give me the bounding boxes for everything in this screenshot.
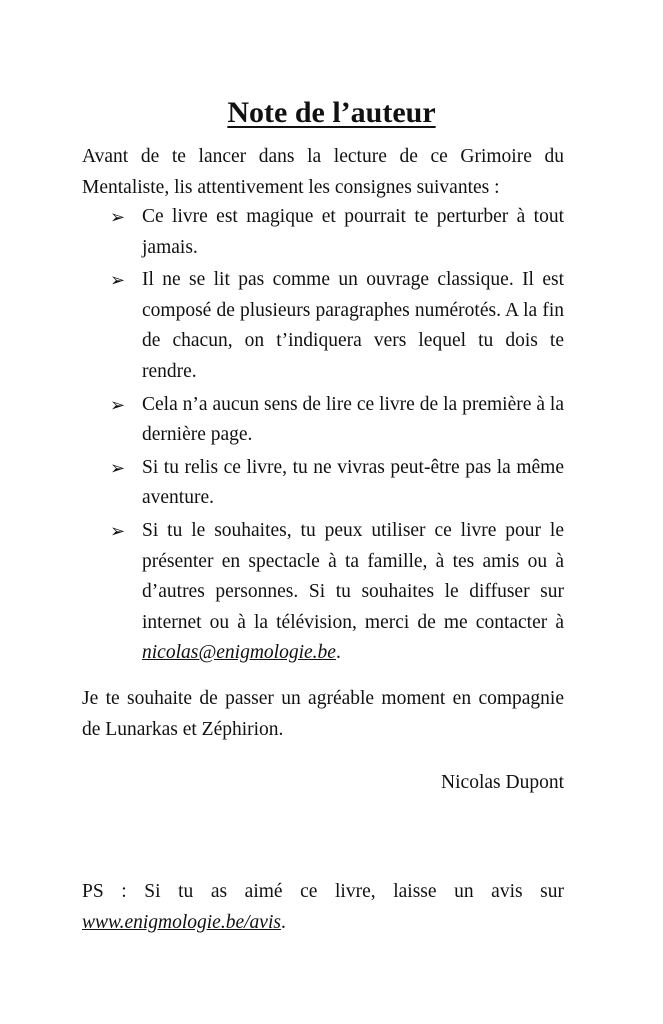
arrowhead-bullet-icon: ➢	[110, 207, 126, 227]
list-item-text: Si tu relis ce livre, tu ne vivras peut-être pas la même aventure.	[142, 456, 564, 509]
review-link[interactable]: www.enigmologie.be/avis	[82, 911, 281, 933]
author-signature: Nicolas Dupont	[441, 772, 564, 793]
postscript-text-end: .	[280, 911, 286, 933]
page-title: Note de l’auteur	[227, 96, 436, 129]
instructions-list	[82, 202, 564, 669]
list-item	[82, 516, 564, 669]
postscript	[82, 877, 564, 938]
closing-paragraph: Je te souhaite de passer un agréable moment en compagnie de Lunarkas et Zéphirion.	[82, 688, 564, 740]
list-item	[82, 453, 564, 514]
arrowhead-bullet-icon: ➢	[110, 394, 126, 415]
email-link[interactable]: nicolas@enigmologie.be	[142, 642, 336, 664]
postscript-text: PS : Si tu as aimé ce livre, laisse un avis sur	[82, 881, 564, 902]
list-item-text: Il ne se lit pas comme un ouvrage classique. Il est composé de plusieurs paragraphes numérotés. A la fin de chacun, on t’indiquera vers lequel tu dois te rendre.	[142, 269, 564, 382]
list-item	[82, 390, 564, 451]
list-item-text: Ce livre est magique et pourrait te perturber à tout jamais.	[142, 206, 564, 258]
intro-paragraph: Avant de te lancer dans la lecture de ce Grimoire du Mentaliste, lis attentivement les consignes suivantes :	[82, 146, 564, 198]
list-item-text-end: .	[335, 642, 341, 664]
list-item-text: Cela n’a aucun sens de lire ce livre de la première à la dernière page.	[142, 393, 564, 446]
arrowhead-bullet-icon: ➢	[110, 520, 126, 541]
arrowhead-bullet-icon: ➢	[110, 457, 126, 478]
list-item	[82, 202, 564, 263]
arrowhead-bullet-icon: ➢	[110, 270, 126, 291]
list-item	[82, 265, 564, 387]
postscript-link-line	[82, 908, 564, 939]
list-item-text: Si tu le souhaites, tu peux utiliser ce livre pour le présenter en spectacle à ta famille, à tes amis ou à d’autres personnes. Si tu souhaites le diffuser sur internet ou à la télévision, merci de me contacter à	[142, 519, 564, 633]
